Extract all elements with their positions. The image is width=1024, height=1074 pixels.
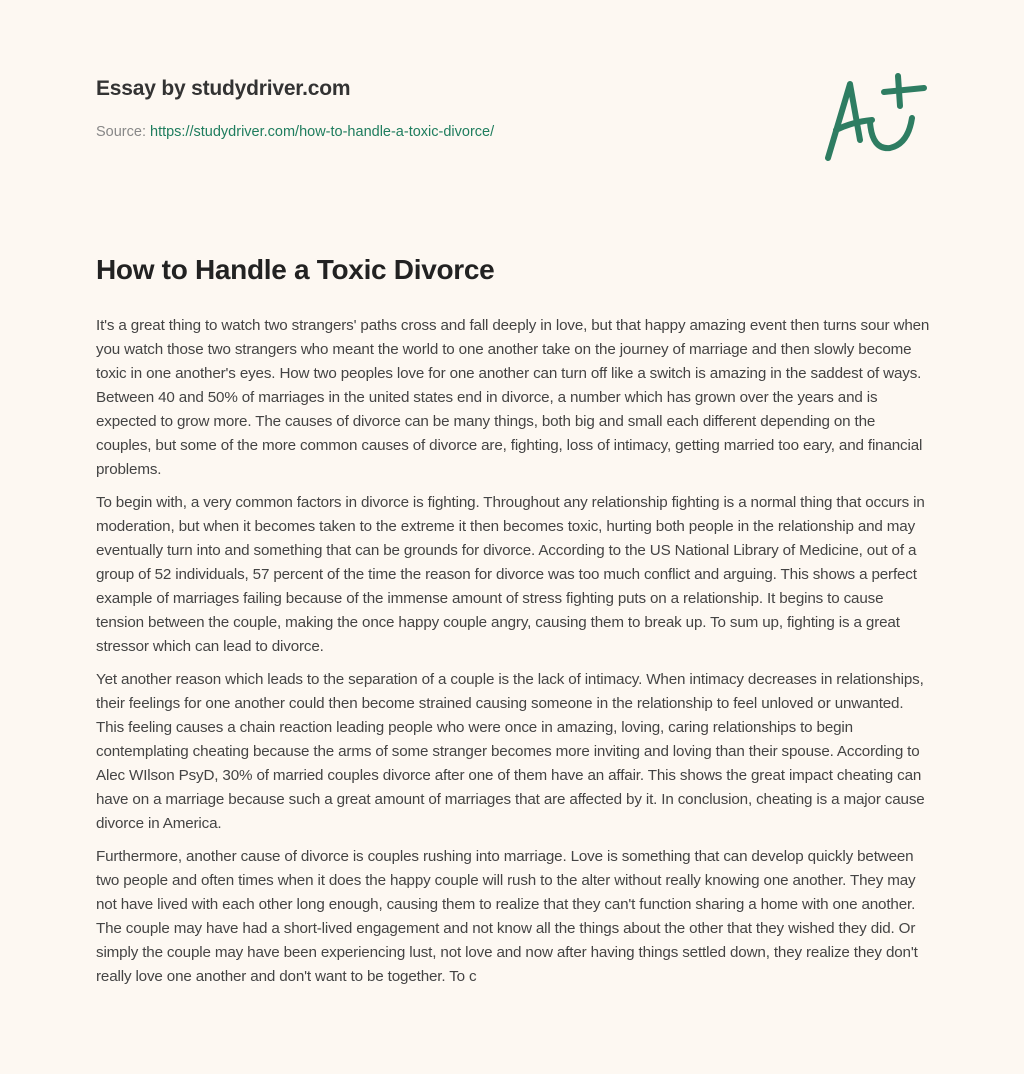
paragraph: Furthermore, another cause of divorce is couples rushing into marriage. Love is something that can develop quickly between two people and often times when it does the happy couple will rush to the alter without really knowing one another. They may not have lived with each other long enough, causing them to realize that they can't function sharing a home with one another. The couple may have had a short-lived engagement and not know all the things about the other that they wished they did. Or simply the couple may have been experiencing lust, not love and now after having things settled down, they realize they don't really love one another and don't want to be together. To c: [96, 848, 918, 985]
paragraph: Yet another reason which leads to the separation of a couple is the lack of intimacy. When intimacy decreases in relationships, their feelings for one another could then become strained causing someone in the relationship to feel unloved or unwanted. This feeling causes a chain reaction leading people who were once in amazing, loving, caring relationships to begin contemplating cheating because the arms of some stranger becomes more inviting and loving than their spouse. According to Alec WIlson PsyD, 30% of married couples divorce after one of them have an affair. This shows the great impact cheating can have on a marriage because such a great amount of marriages that are affected by it. In conclusion, cheating is a major cause divorce in America.: [96, 671, 925, 832]
paragraph: It's a great thing to watch two strangers' paths cross and fall deeply in love, but that happy amazing event then turns sour when you watch those two strangers who meant the world to one another take on the journey of marriage and then slowly become toxic in one another's eyes. How two peoples love for one another can turn off like a switch is amazing in the saddest of ways. Between 40 and 50% of marriages in the united states end in divorce, a number which has grown over the years and is expected to grow more. The causes of divorce can be many things, both big and small each different depending on the couples, but some of the more common causes of divorce are, fighting, loss of intimacy, getting married too eary, and financial problems.: [96, 317, 930, 478]
essay-body: [96, 314, 932, 998]
source-label: Source:: [96, 124, 150, 140]
source-link[interactable]: https://studydriver.com/how-to-handle-a-toxic-divorce/: [150, 124, 495, 140]
site-brand: Essay by studydriver.com: [96, 77, 351, 100]
essay-title: How to Handle a Toxic Divorce: [96, 254, 495, 285]
source-line: [96, 124, 494, 140]
a-plus-logo-icon: [820, 70, 930, 170]
paragraph: To begin with, a very common factors in divorce is fighting. Throughout any relationship fighting is a normal thing that occurs in moderation, but when it becomes taken to the extreme it then becomes toxic, hurting both people in the relationship and may eventually turn into and something that can be grounds for divorce. According to the US National Library of Medicine, out of a group of 52 individuals, 57 percent of the time the reason for divorce was too much conflict and arguing. This shows a perfect example of marriages failing because of the immense amount of stress fighting puts on a relationship. It begins to cause tension between the couple, making the once happy couple angry, causing them to break up. To sum up, fighting is a great stressor which can lead to divorce.: [96, 494, 925, 655]
